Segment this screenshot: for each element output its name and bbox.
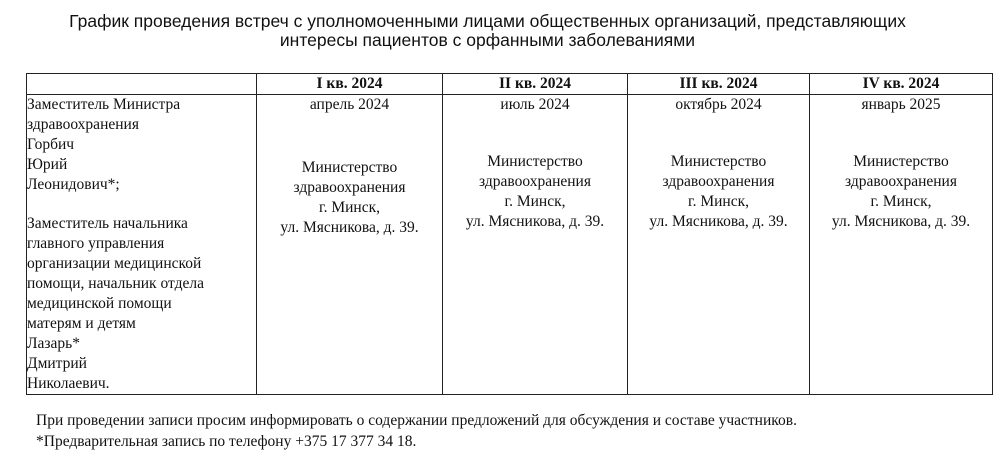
title-line-2: интересы пациентов с орфанными заболеваниями — [279, 30, 696, 50]
table-row — [27, 95, 993, 395]
responsible-persons-cell — [27, 95, 257, 395]
quarter-1-cell — [257, 95, 443, 395]
table-header-row — [27, 74, 993, 95]
location-line: здравоохранения — [662, 173, 775, 190]
person-2-line: матерям и детям — [27, 315, 136, 332]
location-line: здравоохранения — [845, 173, 957, 190]
meeting-location — [810, 152, 992, 232]
location-line: ул. Мясникова, д. 39. — [649, 213, 788, 230]
person-2-line: Лазарь* — [27, 335, 80, 352]
person-2-line: Николаевич. — [27, 375, 110, 392]
person-1-line: Заместитель Министра — [27, 96, 181, 113]
location-line: Министерство — [853, 153, 949, 170]
location-line: Министерство — [487, 153, 583, 170]
footer-notes — [36, 410, 797, 452]
location-line: Министерство — [301, 159, 398, 176]
meeting-month: июль 2024 — [500, 96, 570, 113]
location-line: ул. Мясникова, д. 39. — [465, 213, 605, 230]
meeting-month: октябрь 2024 — [675, 96, 762, 113]
location-line: здравоохранения — [479, 173, 591, 190]
header-cell-empty — [27, 74, 257, 95]
person-1-line: Юрий — [27, 156, 68, 173]
meeting-month: январь 2025 — [861, 96, 941, 113]
meeting-month: апрель 2024 — [309, 96, 390, 113]
document-title — [0, 12, 975, 50]
person-2-line: главного управления — [27, 235, 165, 252]
person-2-line: медицинской помощи — [27, 295, 172, 312]
location-line: г. Минск, — [687, 193, 750, 210]
quarter-2-cell — [443, 95, 628, 395]
meeting-location — [628, 152, 809, 232]
person-2-line: Дмитрий — [27, 355, 87, 372]
location-line: г. Минск, — [870, 193, 932, 210]
location-line: здравоохранения — [293, 179, 406, 196]
footer-note-2: *Предварительная запись по телефону +375 17 377 34 18. — [36, 433, 417, 450]
meeting-location — [257, 158, 442, 238]
footer-note-1: При проведении записи просим информировать о содержании предложений для обсуждения и составе участников. — [36, 412, 797, 429]
person-1-line: здравоохранения — [27, 116, 139, 133]
location-line: ул. Мясникова, д. 39. — [280, 219, 419, 236]
header-q4: IV кв. 2024 — [810, 74, 993, 95]
location-line: ул. Мясникова, д. 39. — [831, 213, 971, 230]
person-1-line: Леонидович*; — [27, 176, 120, 193]
person-1-line: Горбич — [27, 136, 75, 153]
person-2-line: Заместитель начальника — [27, 215, 188, 232]
header-q3: III кв. 2024 — [628, 74, 810, 95]
location-line: г. Минск, — [318, 199, 381, 216]
location-line: г. Минск, — [504, 193, 566, 210]
person-2-line: организации медицинской — [27, 255, 202, 272]
schedule-table — [26, 73, 993, 395]
header-q1: I кв. 2024 — [257, 74, 443, 95]
person-1 — [27, 95, 256, 195]
title-line-1: График проведения встреч с уполномоченными лицами общественных организаций, представляющих — [69, 11, 906, 31]
quarter-4-cell — [810, 95, 993, 395]
header-q2: II кв. 2024 — [443, 74, 628, 95]
person-2-line: помощи, начальник отдела — [27, 275, 204, 292]
meeting-location — [443, 152, 627, 232]
person-2 — [27, 214, 256, 394]
quarter-3-cell — [628, 95, 810, 395]
location-line: Министерство — [670, 153, 767, 170]
